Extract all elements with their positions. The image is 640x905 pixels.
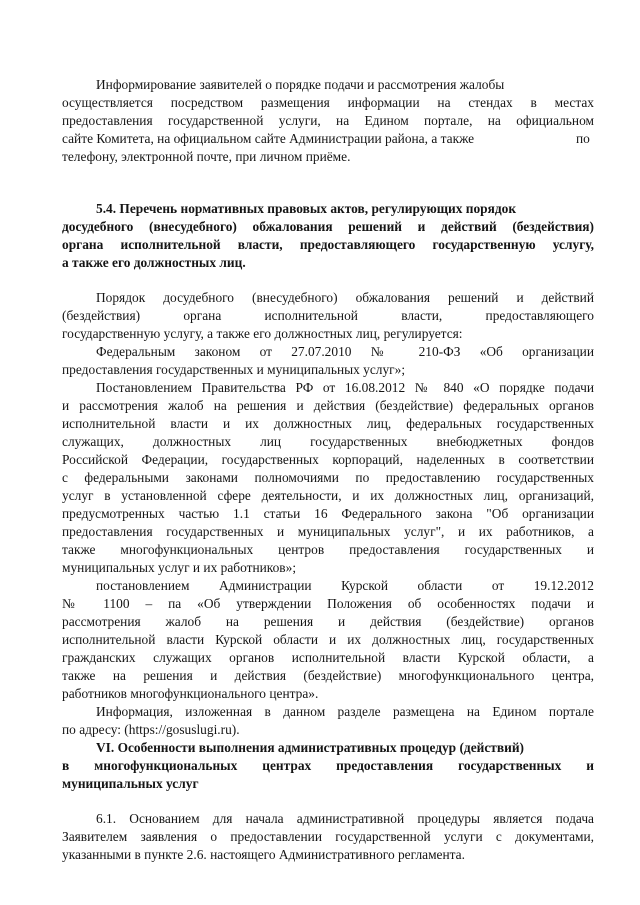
text-line: услуг в установленной сфере деятельности, и их должностных лиц, организаций, [62, 488, 594, 503]
text-line: Информирование заявителей о порядке подачи и рассмотрения жалобы [96, 77, 505, 92]
text-line: служащих, должностных лиц государственных внебюджетных фондов [62, 434, 594, 449]
text-line: предусмотренных частью 1.1 статьи 16 Федерального закона "Об организации [62, 506, 594, 521]
section-heading: в многофункциональных центрах предоставления государственных и [62, 758, 594, 773]
text-line: также многофункциональных центров предоставления государственных и [62, 542, 594, 557]
section-heading: а также его должностных лиц. [62, 255, 246, 270]
section-heading: 5.4. Перечень нормативных правовых актов, регулирующих порядок [96, 201, 517, 216]
text-line: исполнительной власти и их должностных лиц, федеральных государственных [62, 416, 594, 431]
text-line: указанными в пункте 2.6. настоящего Административного регламента. [62, 847, 465, 862]
text-line: Заявителем заявления о предоставлении государственной услуги с документами, [62, 829, 594, 844]
text-line: гражданских служащих органов исполнительной власти Курской области, а [62, 650, 594, 665]
text-line: Российской Федерации, государственных корпораций, наделенных в соответствии [62, 452, 594, 467]
text-line: рассмотрения жалоб на решения и действия (бездействие) органов [62, 614, 594, 629]
text-line: Федеральным законом от 27.07.2010 № 210-ФЗ «Об организации [96, 344, 594, 359]
section-heading: VI. Особенности выполнения административных процедур (действий) [96, 740, 525, 755]
text-line: телефону, электронной почте, при личном приёме. [62, 149, 351, 164]
text-line: (бездействия) органа исполнительной власти, предоставляющего [62, 308, 594, 323]
text-line: и рассмотрения жалоб на решения и действия (бездействие) федеральных органов [62, 398, 594, 413]
text-line: предоставления государственной услуги, на Едином портале, на официальном [62, 113, 594, 128]
text-line: 6.1. Основанием для начала административной процедуры является подача [96, 811, 594, 826]
text-line: Порядок досудебного (внесудебного) обжалования решений и действий [96, 290, 594, 305]
text-line: государственную услугу, а также его должностных лиц, регулируется: [62, 326, 463, 341]
text-line: по адресу: (https://gosuslugi.ru). [62, 722, 240, 737]
text-line: предоставления государственных и муниципальных услуг»; [62, 362, 406, 377]
text-line: предоставления государственных и муниципальных услуг", и их работников, а [62, 524, 594, 539]
text-line: по [576, 131, 590, 146]
text-line: с федеральными законами полномочиями по предоставлению государственных [62, 470, 594, 485]
text-line: постановлением Администрации Курской области от 19.12.2012 [96, 578, 594, 593]
text-line: № 1100 – па «Об утверждении Положения об особенностях подачи и [62, 596, 594, 611]
section-heading: органа исполнительной власти, предоставляющего государственную услугу, [62, 237, 594, 252]
text-line: исполнительной власти Курской области и их должностных лиц, государственных [62, 632, 594, 647]
section-heading: досудебного (внесудебного) обжалования решений и действий (бездействия) [62, 219, 594, 234]
text-line: сайте Комитета, на официальном сайте Администрации района, а также [62, 131, 475, 146]
text-line: муниципальных услуг и их работников»; [62, 560, 297, 575]
section-heading: муниципальных услуг [62, 776, 199, 791]
text-line: также на решения и действия (бездействие) многофункционального центра, [62, 668, 594, 683]
text-line: Информация, изложенная в данном разделе размещена на Едином портале [96, 704, 594, 719]
text-line: осуществляется посредством размещения информации на стендах в местах [62, 95, 594, 110]
text-line: Постановлением Правительства РФ от 16.08.2012 № 840 «О порядке подачи [96, 380, 594, 395]
text-line: работников многофункционального центра». [62, 686, 319, 701]
